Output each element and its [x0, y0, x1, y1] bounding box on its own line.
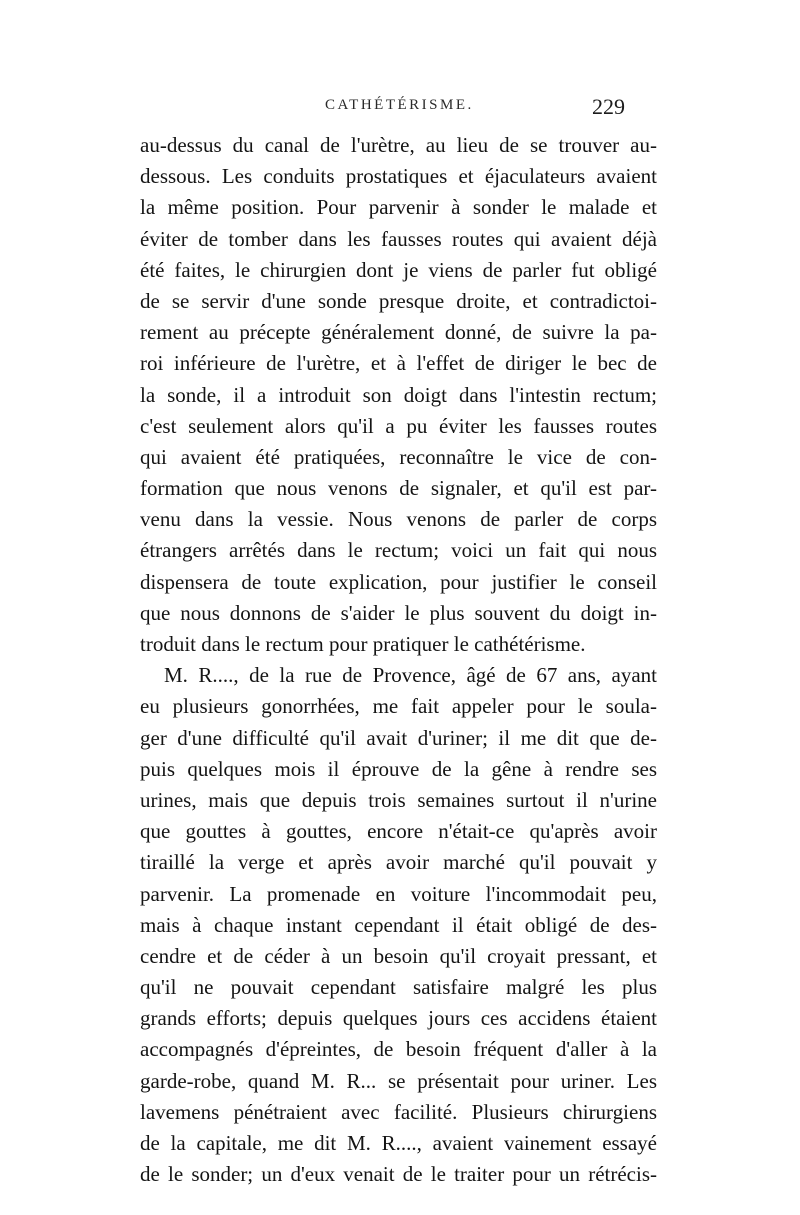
text-line: qui avaient été pratiquées, reconnaître le vice de con- — [140, 444, 657, 469]
text-line: cendre et de céder à un besoin qu'il croyait pressant, et — [140, 943, 657, 968]
text-line: la même position. Pour parvenir à sonder le malade et — [140, 195, 657, 220]
text-line: urines, mais que depuis trois semaines surtout il n'urine — [140, 787, 657, 812]
text-line: de la capitale, me dit M. R...., avaient vainement essayé — [140, 1131, 657, 1155]
text-line: dessous. Les conduits prostatiques et éjaculateurs avaient — [140, 164, 657, 189]
text-line: parvenir. La promenade en voiture l'incommodait peu, — [140, 881, 657, 906]
text-line: puis quelques mois il éprouve de la gêne à rendre ses — [140, 756, 657, 781]
text-line: troduit dans le rectum pour pratiquer le cathétérisme. — [140, 632, 586, 656]
text-line: été faites, le chirurgien dont je viens de parler fut obligé — [140, 257, 657, 282]
text-line: éviter de tomber dans les fausses routes qui avaient déjà — [140, 226, 657, 251]
text-line: lavemens pénétraient avec facilité. Plusieurs chirurgiens — [140, 1099, 657, 1124]
text-line: tiraillé la verge et après avoir marché qu'il pouvait y — [140, 850, 657, 875]
text-line: accompagnés d'épreintes, de besoin fréquent d'aller à la — [140, 1037, 657, 1062]
text-line: garde-robe, quand M. R... se présentait pour uriner. Les — [140, 1068, 657, 1093]
text-line: grands efforts; depuis quelques jours ces accidens étaient — [140, 1006, 657, 1031]
text-line: ger d'une difficulté qu'il avait d'uriner; il me dit que de- — [140, 725, 657, 750]
text-line: c'est seulement alors qu'il a pu éviter les fausses routes — [140, 413, 657, 438]
text-line: la sonde, il a introduit son doigt dans l'intestin rectum; — [140, 382, 657, 407]
text-line: mais à chaque instant cependant il était obligé de des- — [140, 912, 657, 937]
running-header — [0, 94, 800, 121]
text-line: rement au précepte généralement donné, de suivre la pa- — [140, 320, 657, 345]
body-text — [140, 130, 657, 1190]
text-line: de se servir d'une sonde presque droite, et contradictoi- — [140, 288, 657, 313]
text-line: que nous donnons de s'aider le plus souvent du doigt in- — [140, 600, 657, 625]
text-line: qu'il ne pouvait cependant satisfaire malgré les plus — [140, 975, 657, 1000]
text-line: de le sonder; un d'eux venait de le traiter pour un rétrécis- — [140, 1162, 657, 1187]
text-line: eu plusieurs gonorrhées, me fait appeler pour le soula- — [140, 694, 657, 719]
text-line: formation que nous venons de signaler, et qu'il est par- — [140, 476, 657, 501]
text-line: venu dans la vessie. Nous venons de parler de corps — [140, 507, 657, 532]
text-line: roi inférieure de l'urètre, et à l'effet de diriger le bec de — [140, 351, 657, 376]
text-line: au-dessus du canal de l'urètre, au lieu de se trouver au- — [140, 133, 657, 157]
running-title: CATHÉTÉRISME. — [325, 97, 474, 113]
text-line: que gouttes à gouttes, encore n'était-ce qu'après avoir — [140, 819, 657, 844]
text-line: dispensera de toute explication, pour justifier le conseil — [140, 569, 657, 594]
text-line: étrangers arrêtés dans le rectum; voici un fait qui nous — [140, 538, 657, 563]
page-number: 229 — [592, 94, 625, 119]
text-line: M. R...., de la rue de Provence, âgé de 67 ans, ayant — [164, 663, 657, 688]
